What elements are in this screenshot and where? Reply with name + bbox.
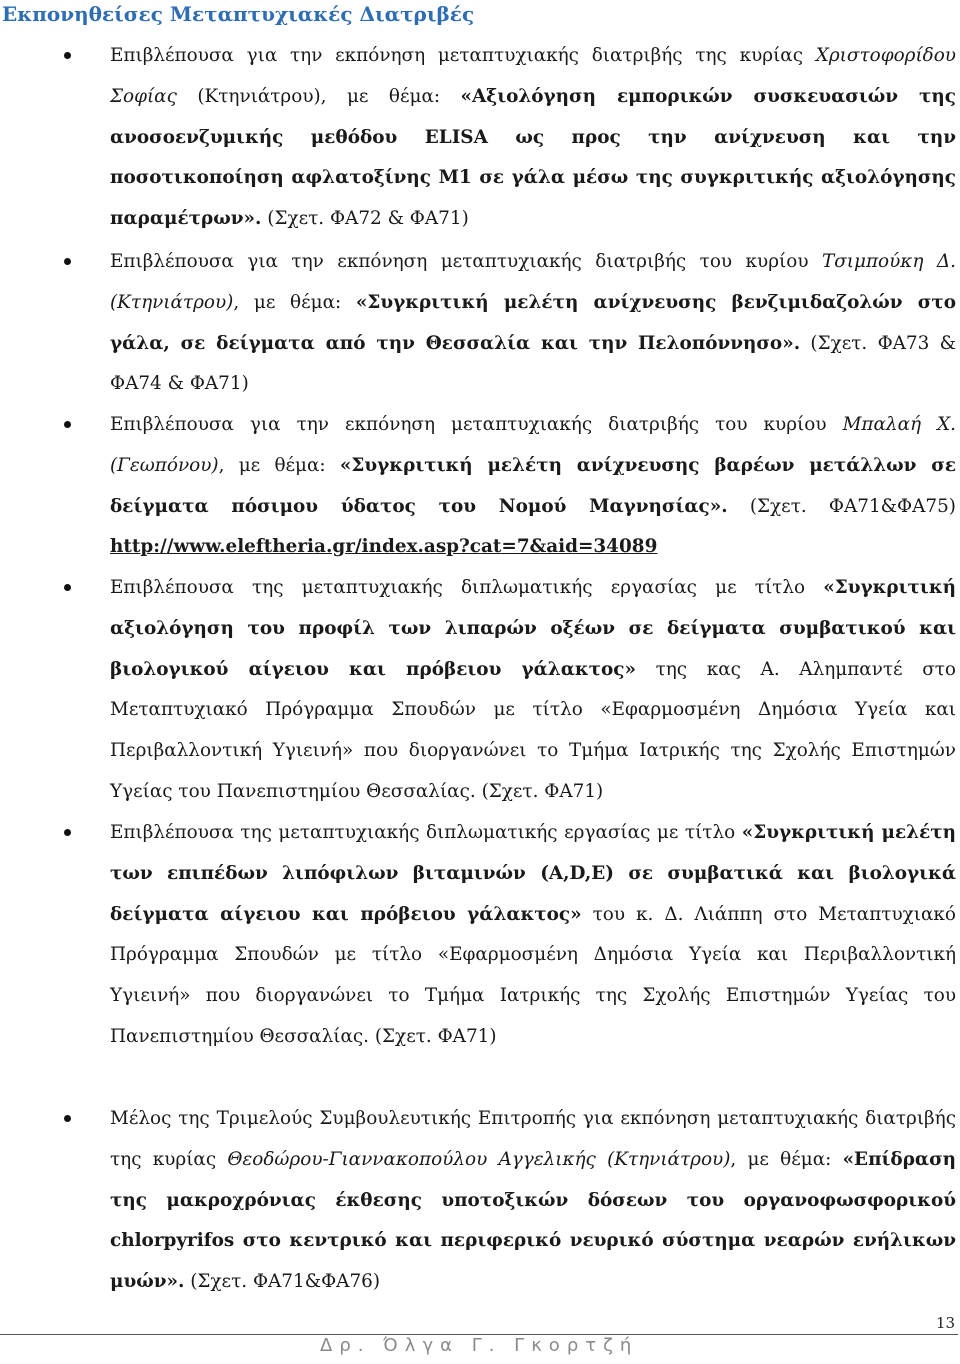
list-item-text: [110, 1099, 956, 1303]
bullet-icon: [64, 829, 71, 836]
list-item-text: [110, 568, 956, 813]
section-title: Εκπονηθείσες Μεταπτυχιακές Διατριβές: [2, 2, 475, 26]
text-run: Επιβλέπουσα για την εκπόνηση μεταπτυχιακής διατριβής της κυρίας: [110, 45, 816, 66]
thesis-title: «Αξιολόγηση εμπορικών συσκευασιών της ανοσοενζυμικής μεθόδου ELISA ως προς την ανίχνευση και την ποσοτικοποίηση αφλατοξίνης Μ1 σε γάλα μέσω της συγκριτικής αξιολόγησης παραμέτρων».: [110, 85, 956, 230]
bullet-icon: [64, 1115, 71, 1122]
text-run: , με θέμα:: [233, 291, 356, 313]
text-run: Επιβλέπουσα για την εκπόνηση μεταπτυχιακής διατριβής του κυρίου: [110, 414, 843, 435]
page-number: 13: [936, 1314, 956, 1332]
bullet-icon: [64, 258, 71, 265]
thesis-title: «Συγκριτική μελέτη των επιπέδων λιπόφιλων βιταμινών (A,D,E) σε συμβατικά και βιολογικά δείγματα αίγειου και πρόβειου γάλακτος»: [110, 822, 957, 925]
bullet-icon: [64, 52, 71, 59]
footer-author: Δρ. Όλγα Γ. Γκορτζή: [320, 1335, 639, 1356]
reference: (Σχετ. ΦΑ72 & ΦΑ71): [261, 208, 469, 230]
text-run: Επιβλέπουσα της μεταπτυχιακής διπλωματικής εργασίας με τίτλο: [110, 577, 824, 598]
text-run: Επιβλέπουσα της μεταπτυχιακής διπλωματικής εργασίας με τίτλο: [110, 822, 742, 843]
list-item-text: [110, 242, 956, 405]
reference: (Σχετ. ΦΑ71&ΦΑ75): [727, 495, 956, 517]
text-run: , με θέμα:: [730, 1148, 843, 1170]
reference: (Σχετ. ΦΑ73 & ΦΑ74 & ΦΑ71): [110, 332, 956, 395]
text-run: Μέλος της Τριμελούς Συμβουλευτικής Επιτροπής για εκπόνηση μεταπτυχιακής διατριβής της κυρίας: [110, 1108, 956, 1170]
person-name: Θεοδώρου-Γιαννακοπούλου Αγγελικής (Κτηνιάτρου): [227, 1148, 731, 1170]
list-item-text: [110, 405, 956, 568]
article-link[interactable]: http://www.eleftheria.gr/index.asp?cat=7&aid=34089: [110, 536, 658, 558]
thesis-title: «Επίδραση της μακροχρόνιας έκθεσης υποτοξικών δόσεων του οργανοφωσφορικού chlorpyrifos στο κεντρικό και περιφερικό νευρικό σύστημα νεαρών ενήλικων μυών».: [110, 1148, 957, 1293]
text-run: Επιβλέπουσα για την εκπόνηση μεταπτυχιακής διατριβής του κυρίου: [110, 251, 822, 272]
list-item-text: [110, 36, 956, 240]
text-run: , με θέμα:: [218, 454, 340, 476]
list-item-text: [110, 813, 956, 1058]
person-name: Μπαλαή Χ. (Γεωπόνου): [110, 414, 957, 476]
reference: (Σχετ. ΦΑ71&ΦΑ76): [184, 1271, 381, 1293]
bullet-icon: [64, 584, 71, 591]
bullet-icon: [64, 421, 71, 428]
thesis-title: «Συγκριτική αξιολόγηση του προφίλ των λιπαρών οξέων σε δείγματα συμβατικού και βιολογικού αίγειου και πρόβειου γάλακτος»: [110, 577, 956, 680]
person-name: Τσιμπούκη Δ. (Κτηνιάτρου): [110, 251, 956, 313]
text-run: του κ. Δ. Λιάππη στο Μεταπτυχιακό Πρόγραμμα Σπουδών με τίτλο «Εφαρμοσμένη Δημόσια Υγεία και Περιβαλλοντική Υγιεινή» που διοργανώνει το Τμήμα Ιατρικής της Σχολής Επιστημών Υγείας του Πανεπιστημίου Θεσσαλίας. (Σχετ. ΦΑ71): [110, 903, 956, 1047]
text-run: (Κτηνιάτρου), με θέμα:: [176, 85, 461, 107]
thesis-title: «Συγκριτική μελέτη ανίχνευσης βαρέων μετάλλων σε δείγματα πόσιμου ύδατος του Νομού Μαγνησίας».: [110, 454, 957, 517]
thesis-title: «Συγκριτική μελέτη ανίχνευσης βενζιμιδαζολών στο γάλα, σε δείγματα από την Θεσσαλία και την Πελοπόννησο».: [110, 291, 956, 354]
text-run: της κας Α. Αλημπαντέ στο Μεταπτυχιακό Πρόγραμμα Σπουδών με τίτλο «Εφαρμοσμένη Δημόσια Υγεία και Περιβαλλοντική Υγιεινή» που διοργανώνει το Τμήμα Ιατρικής της Σχολής Επιστημών Υγείας του Πανεπιστημίου Θεσσαλίας. (Σχετ. ΦΑ71): [110, 658, 956, 802]
person-name: Χριστοφορίδου Σοφίας: [110, 45, 956, 107]
